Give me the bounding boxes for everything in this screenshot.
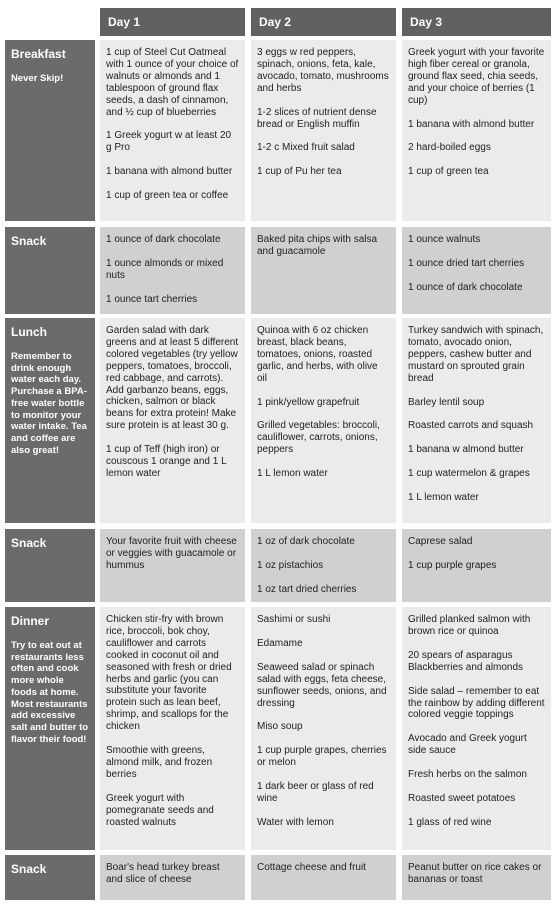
- meal-item: Roasted carrots and squash: [408, 420, 534, 432]
- meal-item: Garden salad with dark greens and at least 5 different colored vegetables (try yellow peppers, tomatoes, broccoli, red cabbage, and carrots). Add garbanzo beans, eggs, chicken, salmon or black beans for extra protein! Make sure protein is at least 30 g.: [106, 325, 239, 432]
- meal-item: 1 cup purple grapes, cherries or melon: [257, 745, 387, 769]
- meal-item: 1-2 slices of nutrient dense bread or English muffin: [257, 106, 377, 130]
- meal-item: 1 cup of green tea or coffee: [106, 190, 229, 202]
- meal-label-breakfast: [5, 40, 95, 221]
- meal-title: Breakfast: [11, 47, 66, 61]
- meal-title: Dinner: [11, 614, 50, 628]
- meal-item: 1 L lemon water: [408, 492, 479, 504]
- meal-item: 20 spears of asparagus Blackberries and almonds: [408, 649, 524, 673]
- meal-item: 1 ounce almonds or mixed nuts: [106, 257, 224, 281]
- snack2-day3-cell: [402, 529, 551, 602]
- meal-item: 1 banana with almond butter: [408, 118, 535, 130]
- meal-item: 1 ounce walnuts: [408, 234, 481, 245]
- meal-item: Peanut butter on rice cakes or bananas or toast: [408, 862, 542, 885]
- day-header-2: Day 2: [251, 8, 396, 36]
- meal-item: 1 cup of Steel Cut Oatmeal with 1 ounce of your choice of walnuts or almonds and 1 tablespoon of ground flax seeds, a dash of cinnamon, and ½ cup of blueberries: [106, 47, 239, 118]
- meal-item: 2 hard-boiled eggs: [408, 142, 491, 154]
- lunch-day3-cell: [402, 318, 551, 523]
- meal-item: Your favorite fruit with cheese or veggies with guacamole or hummus: [106, 536, 237, 571]
- snack1-day2-cell: [251, 227, 396, 314]
- meal-item: Greek yogurt with pomegranate seeds and roasted walnuts: [106, 792, 214, 828]
- meal-note: Try to eat out at restaurants less often and cook more whole foods at home. Most restaurants add excessive salt and butter to flavor their food!: [11, 640, 89, 745]
- snack1-day1-cell: [100, 227, 245, 314]
- meal-item: Grilled planked salmon with brown rice or quinoa: [408, 614, 531, 637]
- meal-item: Boar's head turkey breast and slice of cheese: [106, 862, 220, 885]
- meal-item: Caprese salad: [408, 536, 473, 547]
- snack3-day1-cell: [100, 855, 245, 900]
- day-header-1: Day 1: [100, 8, 245, 36]
- meal-title: Lunch: [11, 325, 47, 339]
- meal-item: 1 cup purple grapes: [408, 559, 497, 571]
- snack1-day3-cell: [402, 227, 551, 314]
- meal-item: Edamame: [257, 637, 303, 649]
- meal-item: Chicken stir-fry with brown rice, broccoli, bok choy, cauliflower and carrots cooked in coconut oil and seasoned with fresh or dried herbs and garlic (you can substitute your favorite protein such as lean beef, shrimp, and scallops for the chicken: [106, 614, 232, 733]
- dinner-day2-cell: [251, 607, 396, 850]
- breakfast-day2-cell: [251, 40, 396, 221]
- snack2-day2-cell: [251, 529, 396, 602]
- meal-label-snack-2: [5, 529, 95, 602]
- snack3-day3-cell: [402, 855, 551, 900]
- meal-item: Water with lemon: [257, 816, 334, 828]
- meal-item: Turkey sandwich with spinach, tomato, avocado onion, peppers, cashew butter and mustard on sprouted grain bread: [408, 325, 544, 384]
- meal-item: Baked pita chips with salsa and guacamole: [257, 234, 378, 257]
- day-header-3: Day 3: [402, 8, 551, 36]
- meal-item: 1 L lemon water: [257, 468, 328, 480]
- dinner-day3-cell: [402, 607, 551, 850]
- meal-item: 1 ounce dried tart cherries: [408, 257, 525, 269]
- meal-item: Miso soup: [257, 721, 303, 733]
- meal-item: Grilled vegetables: broccoli, cauliflower, carrots, onions, peppers: [257, 420, 380, 456]
- breakfast-day1-cell: [100, 40, 245, 221]
- meal-item: Smoothie with greens, almond milk, and frozen berries: [106, 745, 213, 780]
- meal-item: 1 Greek yogurt w at least 20 g Pro: [106, 130, 232, 154]
- meal-item: 1 ounce tart cherries: [106, 293, 198, 305]
- meal-label-snack-1: [5, 227, 95, 314]
- meal-item: Sashimi or sushi: [257, 614, 331, 625]
- meal-item: 1 cup of green tea: [408, 166, 489, 178]
- meal-item: Greek yogurt with your favorite high fiber cereal or granola, ground flax seed, chia seeds, and your choice of berries (1 cup): [408, 47, 545, 106]
- meal-label-snack-3: [5, 855, 95, 900]
- meal-label-lunch: [5, 318, 95, 523]
- meal-item: 1 ounce of dark chocolate: [408, 281, 523, 293]
- meal-note: Remember to drink enough water each day. Purchase a BPA-free water bottle to monitor your water intake. Tea and coffee are also great!: [11, 351, 87, 456]
- meal-item: Roasted sweet potatoes: [408, 793, 516, 805]
- meal-item: 1 oz of dark chocolate: [257, 536, 355, 547]
- breakfast-day3-cell: [402, 40, 551, 221]
- meal-note: Never Skip!: [11, 73, 64, 84]
- meal-title: Snack: [11, 862, 47, 876]
- meal-item: 3 eggs w red peppers, spinach, onions, feta, kale, avocado, tomato, mushrooms and herbs: [257, 47, 389, 94]
- snack3-day2-cell: [251, 855, 396, 900]
- meal-item: Fresh herbs on the salmon: [408, 769, 527, 781]
- meal-item: 1 banana with almond butter: [106, 166, 233, 178]
- meal-item: 1 cup watermelon & grapes: [408, 468, 530, 480]
- meal-item: Quinoa with 6 oz chicken breast, black beans, tomatoes, onions, roasted garlic, and herbs, with olive oil: [257, 325, 378, 384]
- meal-item: Cottage cheese and fruit: [257, 862, 366, 873]
- meal-item: 1 ounce of dark chocolate: [106, 234, 221, 245]
- meal-item: 1 cup of Pu her tea: [257, 166, 342, 178]
- dinner-day1-cell: [100, 607, 245, 850]
- meal-item: 1 pink/yellow grapefruit: [257, 396, 360, 408]
- meal-item: 1 glass of red wine: [408, 816, 492, 828]
- meal-item: Barley lentil soup: [408, 396, 485, 408]
- meal-item: Seaweed salad or spinach salad with eggs, feta cheese, sunflower seeds, onions, and dressing: [257, 661, 387, 709]
- meal-item: 1 banana w almond butter: [408, 444, 524, 456]
- meal-title: Snack: [11, 234, 47, 248]
- meal-item: 1 oz tart dried cherries: [257, 583, 357, 595]
- snack2-day1-cell: [100, 529, 245, 602]
- meal-item: Side salad – remember to eat the rainbow by adding different colored veggie toppings: [408, 685, 545, 721]
- meal-item: 1 cup of Teff (high iron) or couscous 1 orange and 1 L lemon water: [106, 444, 227, 479]
- lunch-day1-cell: [100, 318, 245, 523]
- meal-item: 1 oz pistachios: [257, 559, 324, 571]
- meal-label-dinner: [5, 607, 95, 850]
- lunch-day2-cell: [251, 318, 396, 523]
- meal-title: Snack: [11, 536, 47, 550]
- meal-item: 1 dark beer or glass of red wine: [257, 781, 374, 805]
- meal-item: 1-2 c Mixed fruit salad: [257, 142, 355, 154]
- meal-item: Avocado and Greek yogurt side sauce: [408, 733, 527, 757]
